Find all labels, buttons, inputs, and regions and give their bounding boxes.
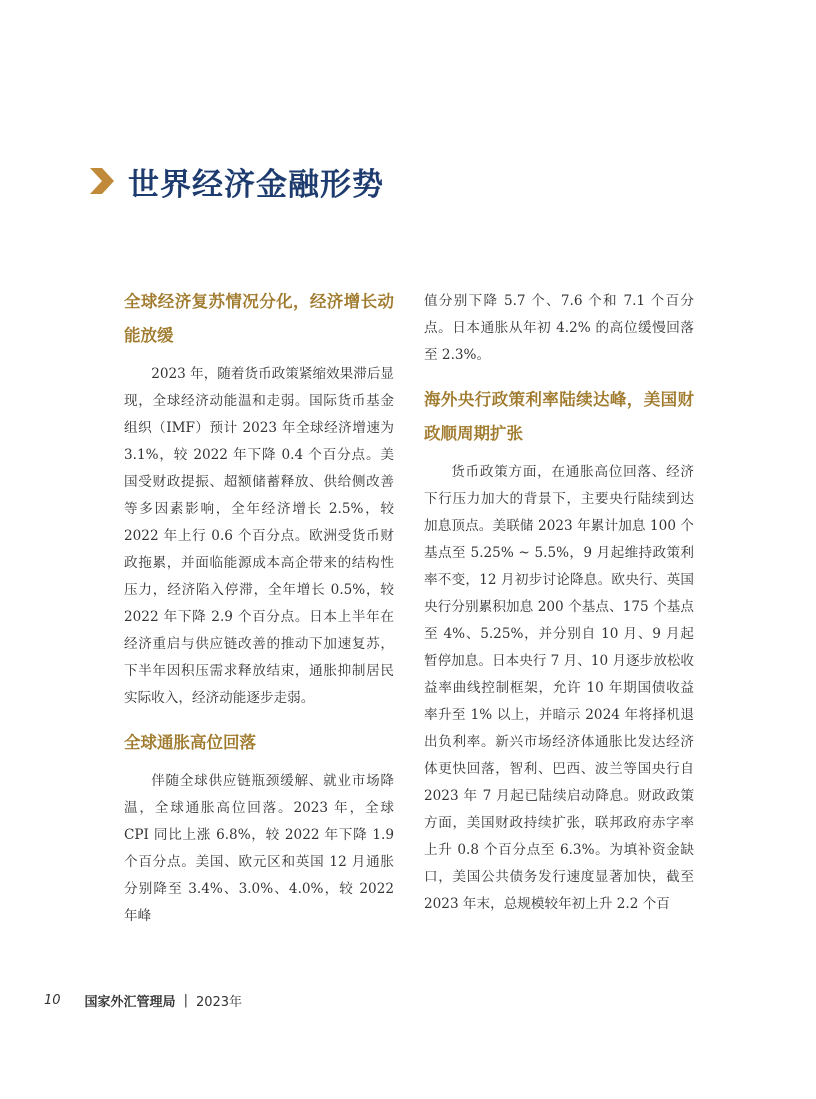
report-year: 2023年 [195, 995, 243, 1010]
paragraph-inflation-continued: 值分别下降 5.7 个、7.6 个和 7.1 个百分点。日本通胀从年初 4.2% 的高位缓慢回落至 2.3%。 [424, 293, 694, 363]
paragraph-policy: 货币政策方面，在通胀高位回落、经济下行压力加大的背景下，主要央行陆续到达加息顶点。美联储 2023 年累计加息 100 个基点至 5.25% ~ 5.5%，9 月起维持政策利率不变，12 月初步讨论降息。欧央行、英国央行分别累积加息 200 个基点、175 个基点至 4%、5.25%，并分别自 10 月、9 月起暂停加息。日本央行 7 月、10 月逐步放松收益率曲线控制框架，允许 10 年期国债收益率升至 1% 以上，并暗示 2024 年将择机退出负利率。新兴市场经济体通胀比发达经济体更快回落，智利、巴西、波兰等国央行自 2023 年 7 月起已陆续启动降息。财政政策方面，美国财政持续扩张，联邦政府赤字率上升 0.8 个百分点至 6.3%。为填补资金缺口，美国公共债务发行速度显著加快，截至 2023 年末，总规模较年初上升 2.2 个百 [424, 464, 695, 912]
paragraph-inflation: 伴随全球供应链瓶颈缓解、就业市场降温，全球通胀高位回落。2023 年，全球 CPI 同比上涨 6.8%，较 2022 年下降 1.9 个百分点。美国、欧元区和英国 12 月通胀分别降至 3.4%、3.0%、4.0%，较 2022 年峰 [124, 773, 394, 924]
paragraph-growth: 2023 年，随着货币政策紧缩效果滞后显现，全球经济动能温和走弱。国际货币基金组织（IMF）预计 2023 年全球经济增速为 3.1%，较 2022 年下降 0.4 个百分点。美国受财政提振、超额储蓄释放、供给侧改善等多因素影响，全年经济增长 2.5%，较 2022 年上行 0.6 个百分点。欧洲受货币财政拖累，并面临能源成本高企带来的结构性压力，经济陷入停滞，全年增长 0.5%，较 2022 年下降 2.9 个百分点。日本上半年在经济重启与供应链改善的推动下加速复苏，下半年因积压需求释放结束，通胀抑制居民实际收入，经济动能逐步走弱。 [124, 366, 395, 706]
chevron-right-icon [88, 166, 116, 196]
section-title-inflation: 全球通胀高位回落 [124, 733, 256, 752]
section-title-growth: 全球经济复苏情况分化，经济增长动能放缓 [124, 292, 394, 345]
chapter-header [88, 158, 384, 204]
chapter-title: 世界经济金融形势 [128, 166, 384, 203]
page-number: 10 [44, 993, 61, 1008]
organization-name: 国家外汇管理局 [84, 995, 176, 1010]
page-footer [44, 991, 242, 1010]
left-column [124, 285, 394, 930]
section-title-policy: 海外央行政策利率陆续达峰，美国财政顺周期扩张 [424, 390, 694, 443]
right-column [424, 288, 694, 918]
footer-separator: | [183, 993, 188, 1008]
